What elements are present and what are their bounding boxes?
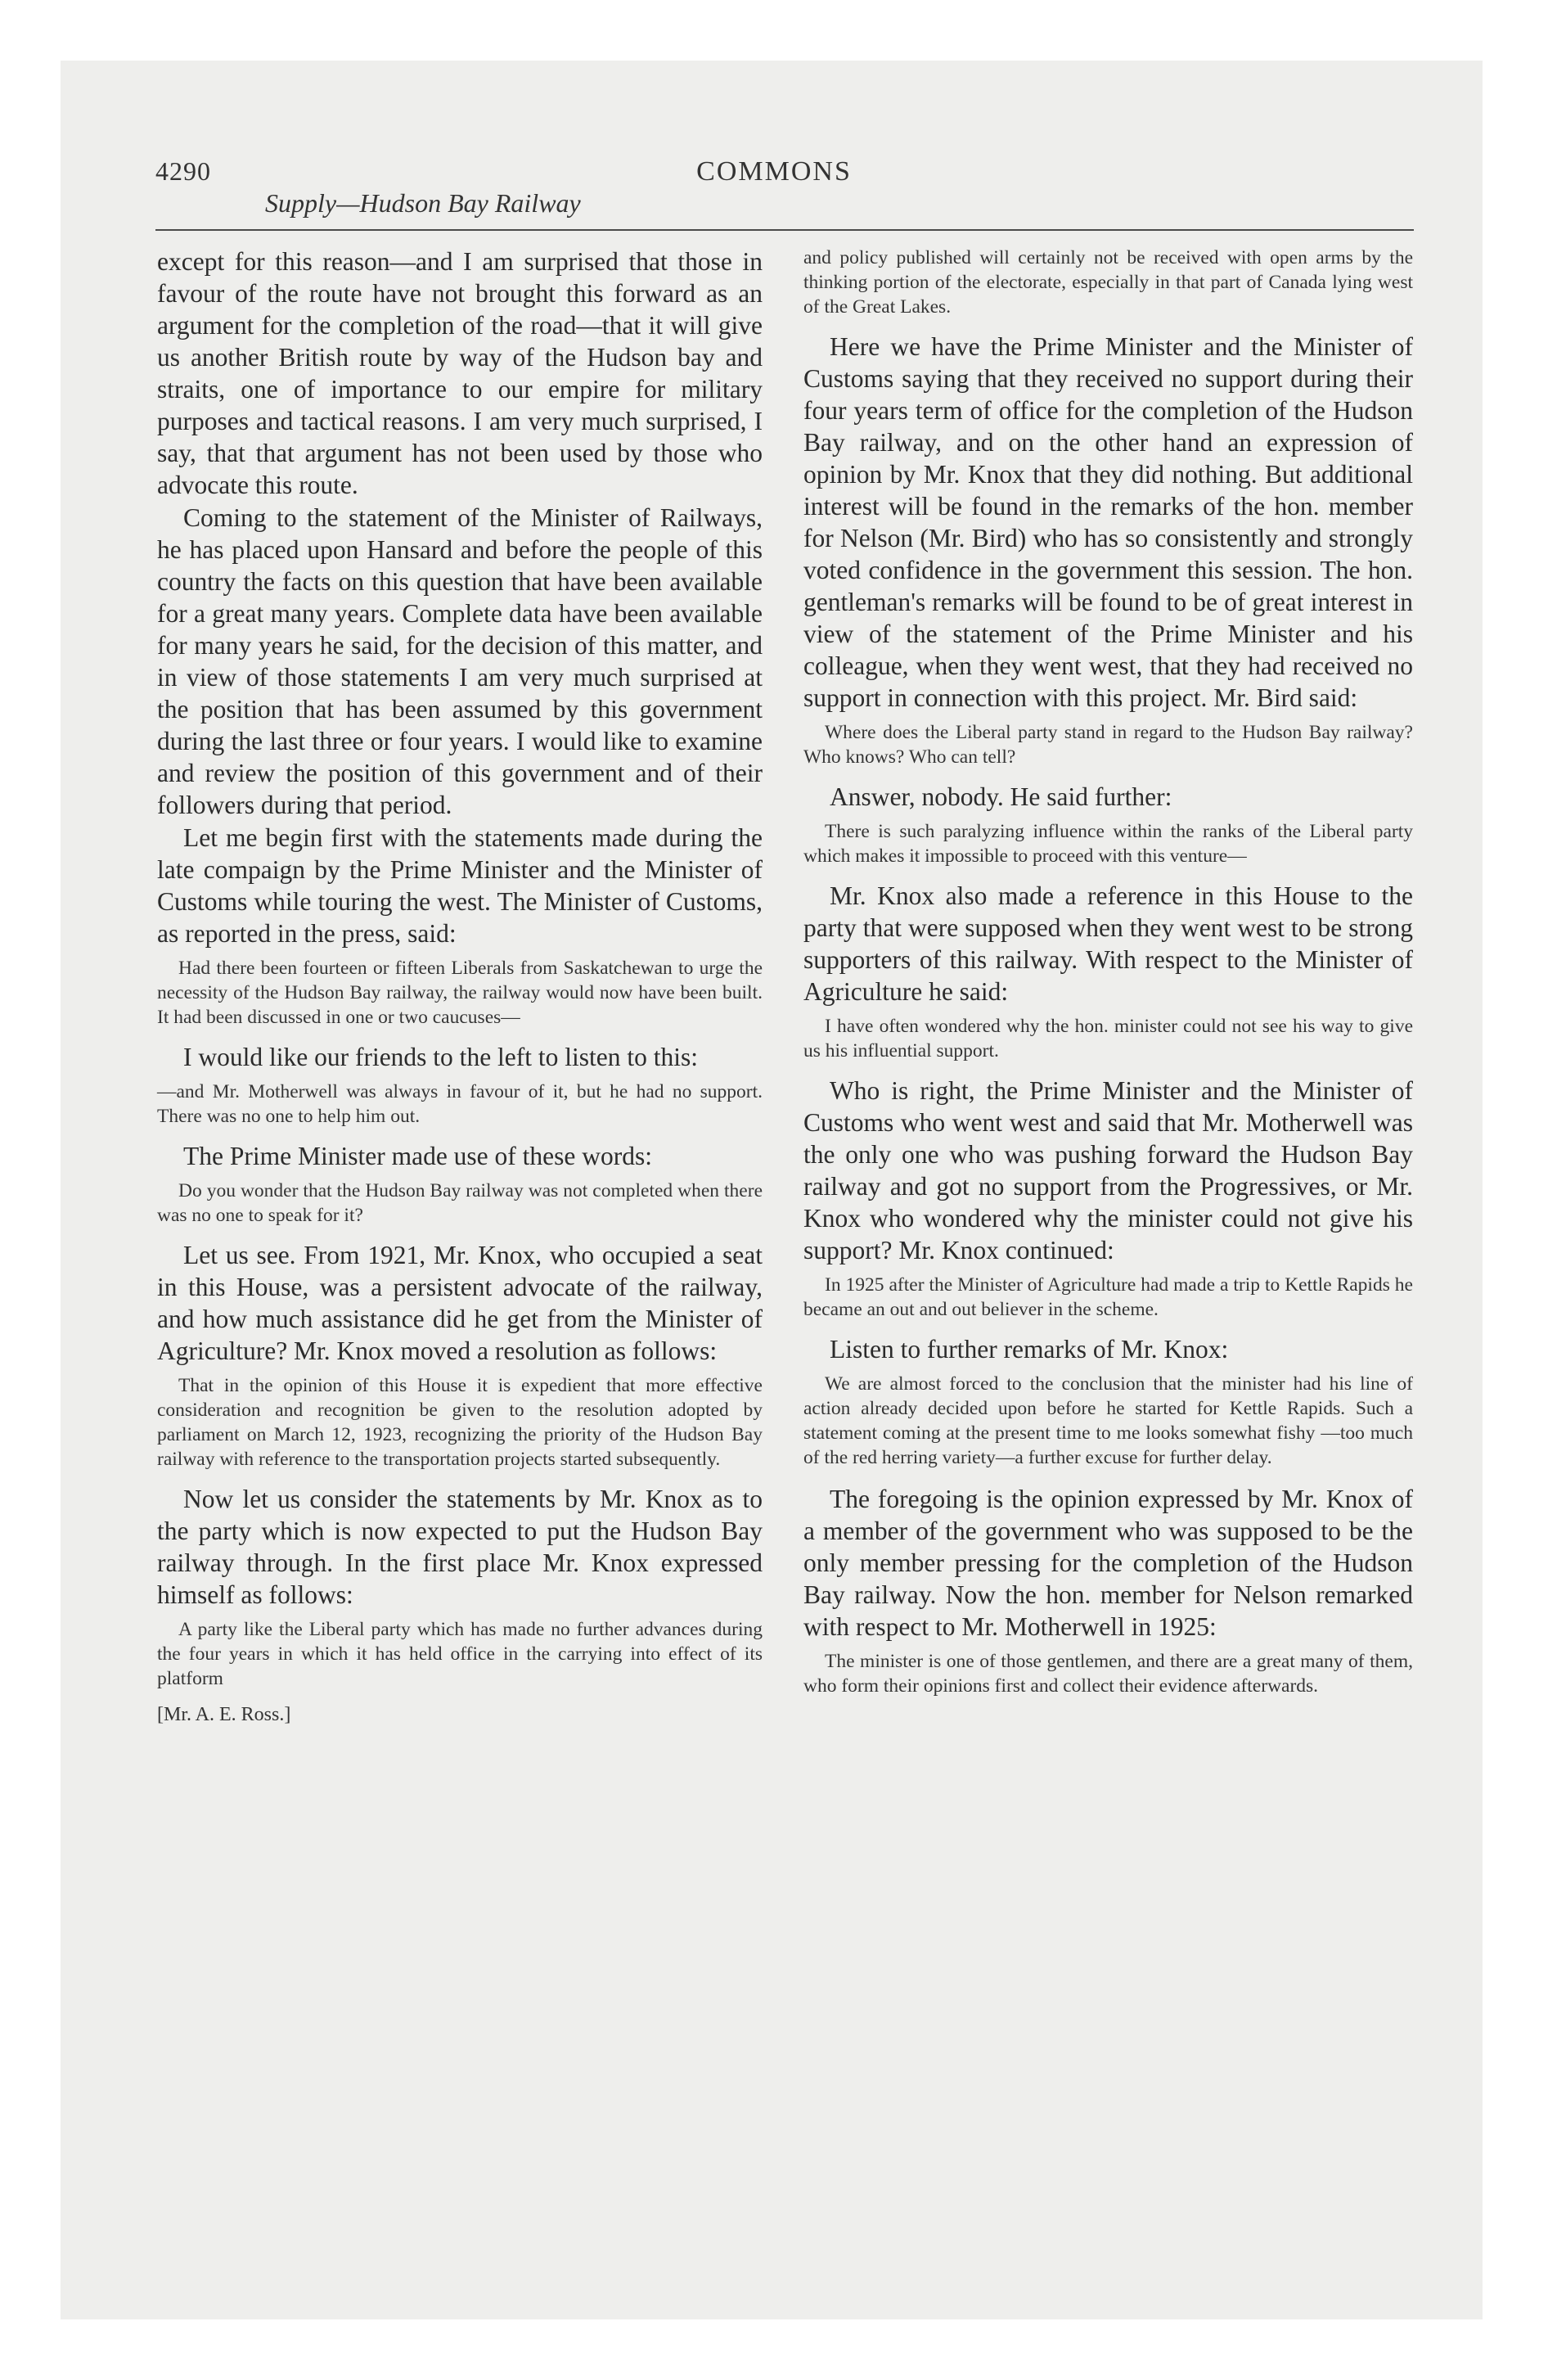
block-quote: The minister is one of those gentlemen, and there are a great many of them, who form their opinions first and collect their evidence afterwards. [803,1651,1413,1697]
speaker-attribution: [Mr. A. E. Ross.] [157,1704,291,1725]
paragraph: I would like our friends to the left to listen to this: [183,1043,699,1071]
paragraph: Who is right, the Prime Minister and the Minister of Customs who went west and said that Mr. Motherwell was the only one who was pushing forward the Hudson Bay railway and got no support from the Progressives, or Mr. Knox who wondered why the minister could not give his support? Mr. Knox continued: [803,1076,1413,1264]
paragraph: Now let us consider the statements by Mr. Knox as to the party which is now expected to put the Hudson Bay railway through. In the first place Mr. Knox expressed himself as follows: [157,1485,763,1609]
subject-heading: Supply—Hudson Bay Railway [265,188,581,218]
paragraph: except for this reason—and I am surprised that those in favour of the route have not brought this forward as an argument for the completion of the road—that it will give us another British route by way of the Hudson bay and straits, one of importance to our empire for military purposes and tactical reasons. I am very much surprised, I say, that that argument has not been used by those who advocate this route. [157,247,763,499]
paragraph: Listen to further remarks of Mr. Knox: [830,1335,1229,1364]
left-column [157,246,763,1727]
right-column [803,246,1413,1710]
paragraph: Answer, nobody. He said further: [830,782,1172,811]
block-quote: Had there been fourteen or fifteen Liberals from Saskatchewan to urge the necessity of the Hudson Bay railway, the railway would now have been built. It had been discussed in one or two caucuses— [157,958,763,1028]
block-quote: There is such paralyzing influence within the ranks of the Liberal party which makes it impossible to proceed with this venture— [803,821,1413,867]
block-quote: In 1925 after the Minister of Agriculture had made a trip to Kettle Rapids he became an out and out believer in the scheme. [803,1274,1413,1320]
block-quote: We are almost forced to the conclusion that the minister had his line of action already decided upon before he started for Kettle Rapids. Such a statement coming at the present time to me looks somewhat fishy —too much of the red herring variety—a further excuse for further delay. [803,1373,1413,1468]
block-quote: A party like the Liberal party which has made no further advances during the four years in which it has held office in the carrying into effect of its platform [157,1619,763,1689]
block-quote: Where does the Liberal party stand in regard to the Hudson Bay railway? Who knows? Who can tell? [803,722,1413,768]
paragraph: The foregoing is the opinion expressed by Mr. Knox of a member of the government who was supposed to be the only member pressing for the completion of the Hudson Bay railway. Now the hon. member for Nelson remarked with respect to Mr. Motherwell in 1925: [803,1485,1413,1641]
header-rule [155,229,1414,231]
block-quote: Do you wonder that the Hudson Bay railway was not completed when there was no one to speak for it? [157,1180,763,1226]
block-quote: —and Mr. Motherwell was always in favour of it, but he had no support. There was no one to help him out. [157,1081,763,1127]
block-quote: That in the opinion of this House it is expedient that more effective consideration and recognition be given to the resolution adopted by parliament on March 12, 1923, recognizing the priority of the Hudson Bay railway with reference to the transportation projects started subsequently. [157,1375,763,1470]
running-head: COMMONS [696,156,852,187]
paragraph: Coming to the statement of the Minister of Railways, he has placed upon Hansard and before the people of this country the facts on this question that have been available for a great many years. Complete data have been available for many years he said, for the decision of this matter, and in view of those statements I am very much surprised at the position that has been assumed by this government during the last three or four years. I would like to examine and review the position of this government and of their followers during that period. [157,503,763,819]
block-quote: I have often wondered why the hon. minister could not see his way to give us his influential support. [803,1016,1413,1062]
page-number: 4290 [155,156,211,186]
paragraph: Mr. Knox also made a reference in this House to the party that were supposed when they went west to be strong supporters of this railway. With respect to the Minister of Agriculture he said: [803,881,1413,1006]
paragraph: Here we have the Prime Minister and the Minister of Customs saying that they received no support during their four years term of office for the completion of the Hudson Bay railway, and on the other hand an expression of opinion by Mr. Knox that they did nothing. But additional interest will be found in the remarks of the hon. member for Nelson (Mr. Bird) who has so consistently and strongly voted confidence in the government this session. The hon. gentleman's remarks will be found to be of great interest in view of the statement of the Prime Minister and his colleague, when they went west, that they had received no support in connection with this project. Mr. Bird said: [803,332,1413,712]
paragraph: Let me begin first with the statements made during the late compaign by the Prime Minister and the Minister of Customs while touring the west. The Minister of Customs, as reported in the press, said: [157,823,763,948]
block-quote: and policy published will certainly not be received with open arms by the thinking portion of the electorate, especially in that part of Canada lying west of the Great Lakes. [803,247,1413,318]
paragraph: Let us see. From 1921, Mr. Knox, who occupied a seat in this House, was a persistent advocate of the railway, and how much assistance did he get from the Minister of Agriculture? Mr. Knox moved a resolution as follows: [157,1241,763,1365]
paragraph: The Prime Minister made use of these words: [183,1142,652,1170]
